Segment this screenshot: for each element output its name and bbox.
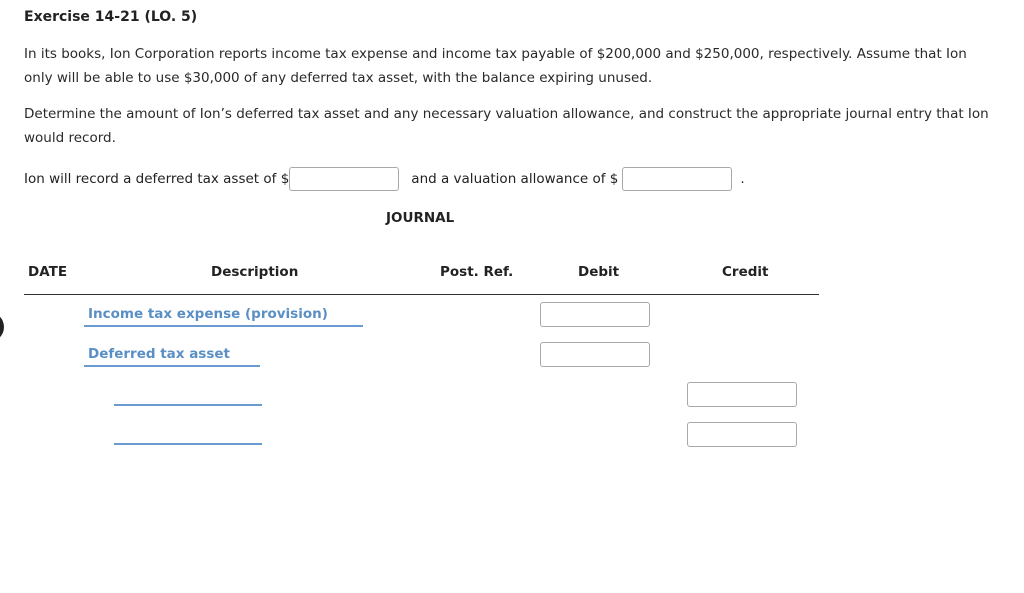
header-divider xyxy=(24,294,819,295)
journal-account-select-1[interactable]: Income tax expense (provision) xyxy=(84,306,363,327)
column-header-debit: Debit xyxy=(578,264,620,280)
answer-sentence xyxy=(24,166,745,192)
journal-title: JOURNAL xyxy=(386,210,455,226)
answer-middle-text: and a valuation allowance of $ xyxy=(411,171,619,187)
column-header-credit: Credit xyxy=(722,264,769,280)
journal-account-select-4[interactable] xyxy=(114,443,262,445)
question-paragraph-1: In its books, Ion Corporation reports income tax expense and income tax payable of $200,000 and $250,000, respectively. Assume that Ion only will be able to use $30,000 of any deferred tax asset, with the balance expiring unused. xyxy=(24,46,967,86)
deferred-tax-asset-input[interactable] xyxy=(289,167,399,191)
answer-suffix-text: . xyxy=(740,171,745,187)
journal-account-select-2[interactable]: Deferred tax asset xyxy=(84,346,260,367)
column-header-post-ref: Post. Ref. xyxy=(440,264,514,280)
column-header-description: Description xyxy=(211,264,299,280)
credit-input-row-4[interactable] xyxy=(687,422,797,447)
debit-input-row-1[interactable] xyxy=(540,302,650,327)
credit-input-row-3[interactable] xyxy=(687,382,797,407)
debit-input-row-2[interactable] xyxy=(540,342,650,367)
answer-prefix-text: Ion will record a deferred tax asset of $ xyxy=(24,171,290,187)
side-panel-tab[interactable] xyxy=(0,312,4,342)
column-header-date: DATE xyxy=(28,264,68,280)
question-paragraph-2: Determine the amount of Ion’s deferred tax asset and any necessary valuation allowance, and construct the appropriate journal entry that Ion would record. xyxy=(24,106,989,146)
exercise-title: Exercise 14-21 (LO. 5) xyxy=(24,9,198,25)
valuation-allowance-input[interactable] xyxy=(622,167,732,191)
journal-account-select-3[interactable] xyxy=(114,404,262,406)
